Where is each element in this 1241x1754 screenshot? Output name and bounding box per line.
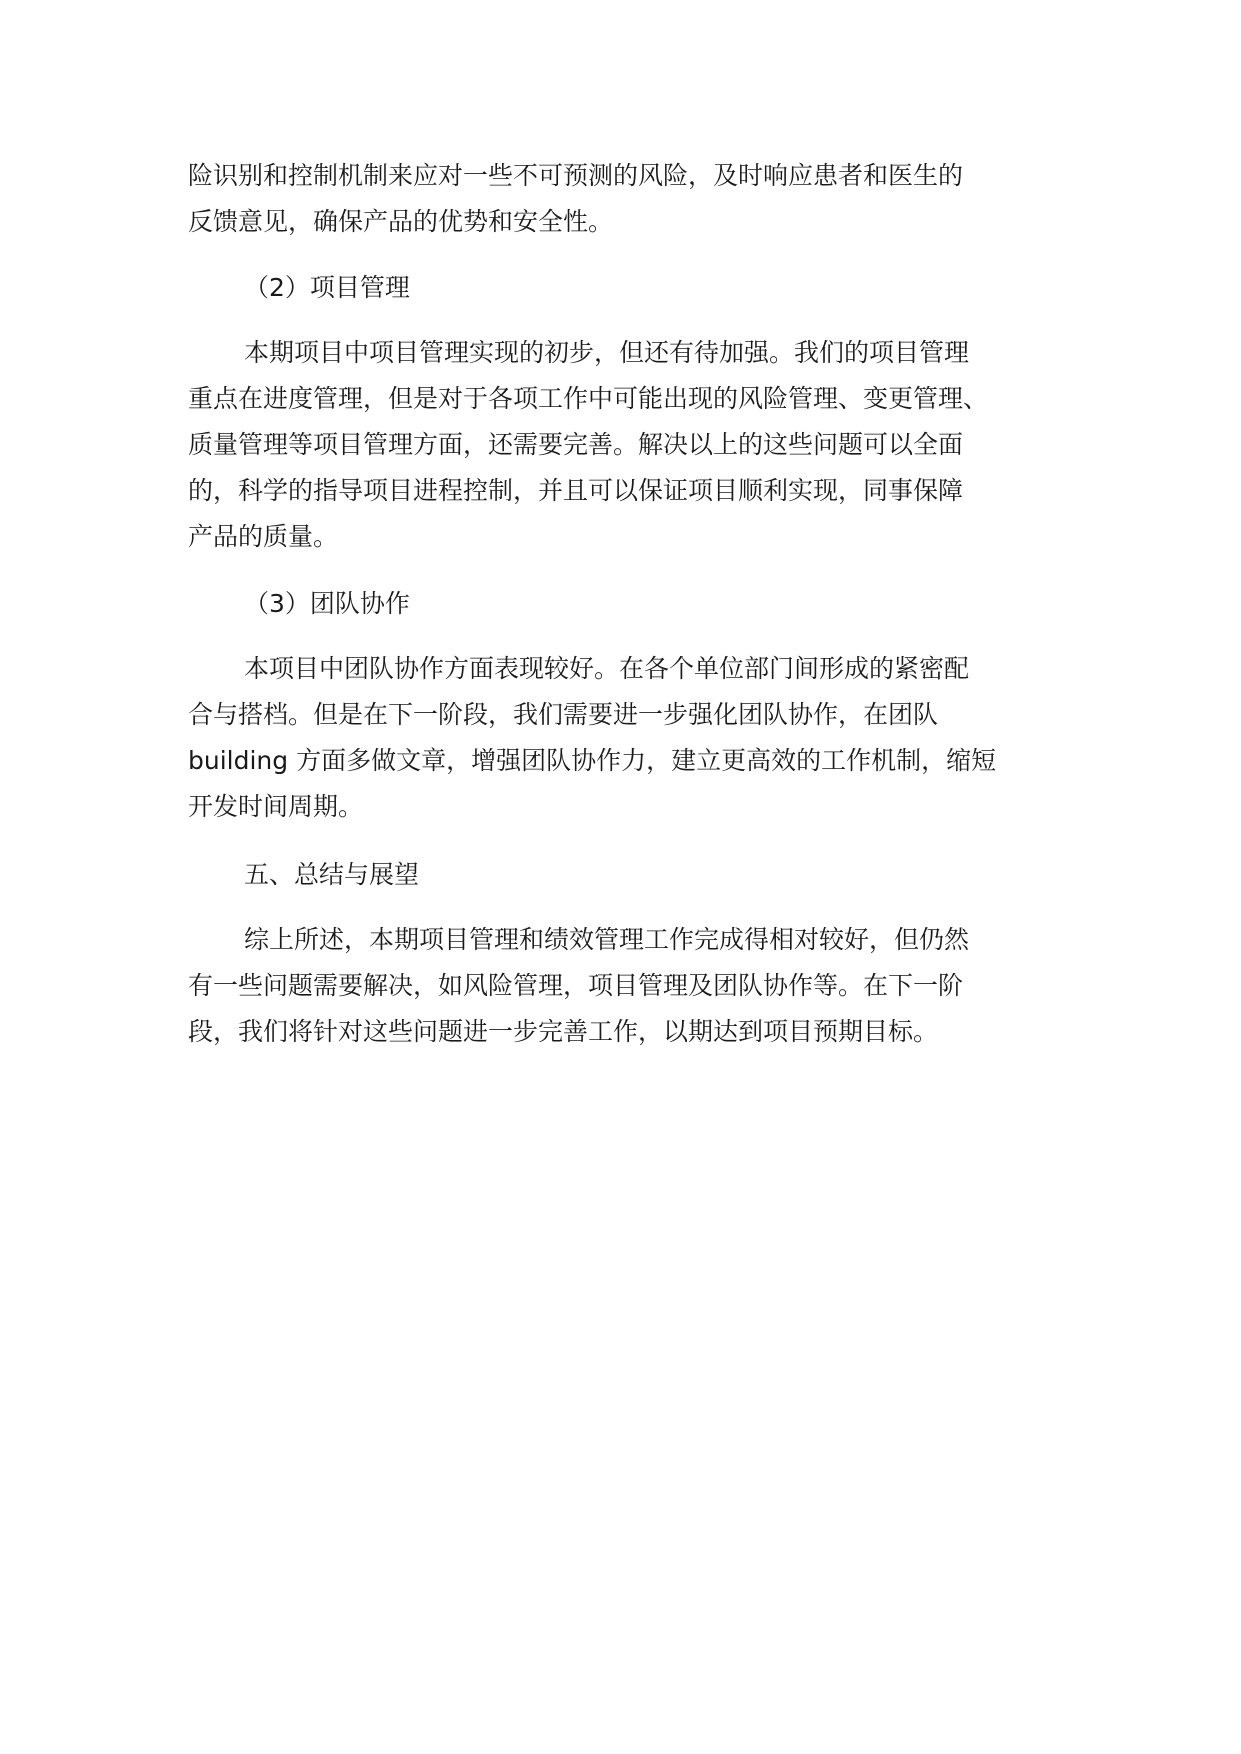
body-text-line: 开发时间周期。 xyxy=(188,792,364,821)
body-text-line: building 方面多做文章，增强团队协作力，建立更高效的工作机制，缩短 xyxy=(188,746,997,775)
body-text-line: 产品的质量。 xyxy=(188,522,339,551)
body-text-line: 反馈意见，确保产品的优势和安全性。 xyxy=(188,207,614,236)
body-text-line: 合与搭档。但是在下一阶段，我们需要进一步强化团队协作，在团队 xyxy=(188,700,939,729)
body-text-line: 险识别和控制机制来应对一些不可预测的风险，及时响应患者和医生的 xyxy=(188,161,964,190)
body-text-line: 的，科学的指导项目进程控制，并且可以保证项目顺利实现，同事保障 xyxy=(188,476,964,505)
body-text-line: 有一些问题需要解决，如风险管理，项目管理及团队协作等。在下一阶 xyxy=(188,971,964,1000)
body-text-line: 质量管理等项目管理方面，还需要完善。解决以上的这些问题可以全面 xyxy=(188,430,964,459)
body-text-line: 本项目中团队协作方面表现较好。在各个单位部门间形成的紧密配 xyxy=(244,654,970,683)
body-text-line: 段，我们将针对这些问题进一步完善工作，以期达到项目预期目标。 xyxy=(188,1017,939,1046)
body-text-line: 本期项目中项目管理实现的初步，但还有待加强。我们的项目管理 xyxy=(244,338,970,367)
section-heading: 五、总结与展望 xyxy=(244,860,420,889)
section-heading: （2）项目管理 xyxy=(244,273,410,302)
section-heading: （3）团队协作 xyxy=(244,589,410,618)
body-text-line: 重点在进度管理，但是对于各项工作中可能出现的风险管理、变更管理、 xyxy=(188,384,989,413)
body-text-line: 综上所述，本期项目管理和绩效管理工作完成得相对较好，但仍然 xyxy=(244,925,970,954)
